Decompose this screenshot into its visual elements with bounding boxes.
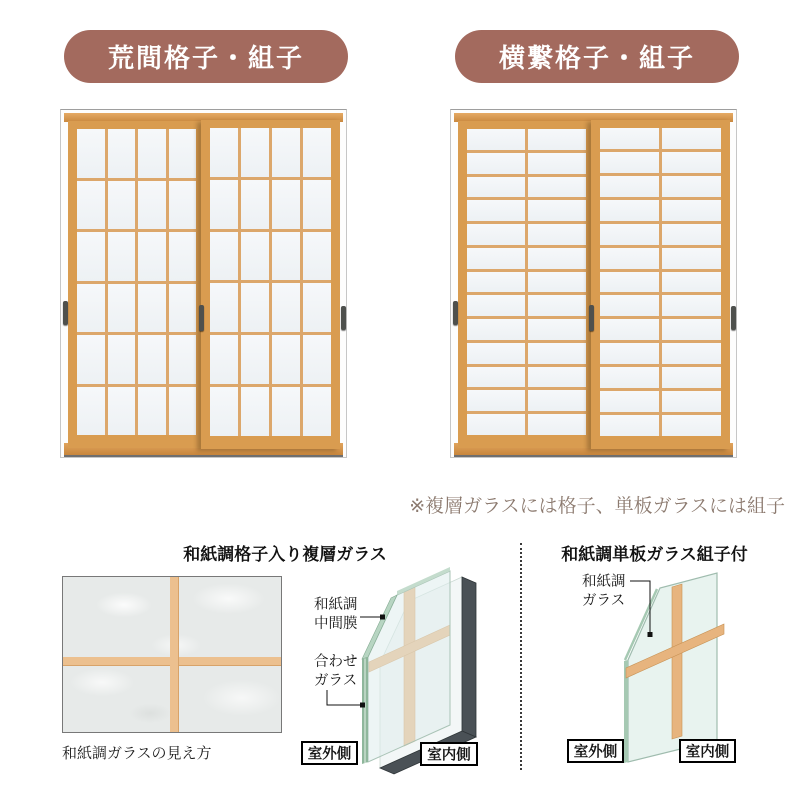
shoji-unit-araima [60,109,347,458]
shoji-paper-cell [600,272,659,293]
shoji-paper-cell [600,224,659,245]
shoji-paper-cell [528,390,586,411]
shoji-paper-cell [528,129,586,150]
shoji-paper-cell [241,335,269,384]
shoji-paper-cell [272,232,300,281]
shoji-paper-cell [169,232,197,281]
shoji-paper-cell [138,284,166,333]
shoji-paper-cell [108,181,136,230]
shoji-lattice-panel [467,129,586,435]
shoji-paper-cell [467,200,525,221]
shoji-paper-cell [303,283,331,332]
shoji-paper-cell [467,319,525,340]
shoji-paper-cell [77,387,105,436]
pointer-line [327,690,360,705]
shoji-paper-cell [241,128,269,177]
shoji-paper-cell [662,248,721,269]
shoji-paper-cell [169,335,197,384]
shoji-paper-cell [467,295,525,316]
shoji-paper-cell [662,152,721,173]
outdoor-side-label: 室外側 [573,744,618,761]
shoji-paper-cell [210,180,238,229]
sliding-door-left [458,121,595,448]
shoji-paper-cell [108,284,136,333]
shoji-paper-cell [662,176,721,197]
shoji-paper-cell [600,391,659,412]
shoji-paper-cell [138,129,166,178]
heading-single-glazing: 和紙調単板ガラス組子付 [561,545,748,564]
shoji-paper-cell [241,180,269,229]
shoji-paper-cell [600,415,659,436]
door-handle [341,306,346,330]
diagram-double-glazing [300,565,520,775]
washi-sample-caption: 和紙調ガラスの見え方 [62,745,212,762]
shoji-paper-cell [467,390,525,411]
door-handle [453,301,458,325]
shoji-paper-cell [600,295,659,316]
shoji-paper-cell [77,284,105,333]
door-handle [199,305,204,331]
shoji-paper-cell [108,232,136,281]
indoor-side-label: 室内側 [685,744,730,761]
shoji-paper-cell [108,129,136,178]
shoji-paper-cell [600,128,659,149]
shoji-paper-cell [303,128,331,177]
shoji-paper-cell [528,153,586,174]
glass-type-note: ※複層ガラスには格子、単板ガラスには組子 [409,496,785,517]
shoji-paper-cell [662,200,721,221]
shoji-paper-cell [210,128,238,177]
shoji-paper-cell [210,283,238,332]
shoji-paper-cell [600,367,659,388]
shoji-paper-cell [528,295,586,316]
shoji-lattice-panel [600,128,721,436]
shoji-paper-cell [272,128,300,177]
shoji-paper-cell [662,128,721,149]
shoji-paper-cell [303,335,331,384]
label-laminated-line1: 合わせ [314,654,358,670]
shoji-paper-cell [528,177,586,198]
shoji-paper-cell [241,232,269,281]
pointer-dot [380,615,385,620]
shoji-paper-cell [210,232,238,281]
sliding-door-right [201,120,340,449]
shoji-paper-cell [467,177,525,198]
label-laminated-line2: ガラス [314,673,358,689]
shoji-paper-cell [600,200,659,221]
pointer-dot [648,632,653,637]
badge-araima-koshi: 荒間格子・組子 [64,30,348,83]
shoji-paper-cell [169,129,197,178]
shoji-paper-cell [662,224,721,245]
shoji-paper-cell [138,232,166,281]
heading-double-glazing: 和紙調格子入り複層ガラス [183,545,387,564]
shoji-paper-cell [241,283,269,332]
door-handle [731,306,736,330]
shoji-paper-cell [662,415,721,436]
shoji-paper-cell [662,319,721,340]
shoji-paper-cell [467,272,525,293]
diagram-single-glazing [530,565,780,780]
lattice-bar-vertical [170,577,178,732]
label-washi-glass-line2: ガラス [582,593,626,609]
shoji-paper-cell [108,387,136,436]
shoji-paper-cell [528,200,586,221]
shoji-paper-cell [467,248,525,269]
shoji-paper-cell [467,343,525,364]
shoji-paper-cell [528,414,586,435]
door-handle [63,301,68,325]
outdoor-side-label: 室外側 [307,746,352,763]
shoji-paper-cell [662,391,721,412]
shoji-paper-cell [662,343,721,364]
shoji-paper-cell [467,129,525,150]
shoji-paper-cell [169,181,197,230]
shoji-paper-cell [77,181,105,230]
shoji-paper-cell [77,232,105,281]
indoor-frame-right [462,577,476,737]
shoji-paper-cell [600,248,659,269]
sliding-door-right [591,120,730,449]
shoji-paper-cell [138,335,166,384]
shoji-paper-cell [600,176,659,197]
shoji-paper-cell [303,180,331,229]
shoji-paper-cell [662,367,721,388]
shoji-paper-cell [467,367,525,388]
shoji-paper-cell [528,367,586,388]
shoji-paper-cell [77,335,105,384]
pointer-dot [360,703,365,708]
shoji-paper-cell [138,387,166,436]
door-handle [589,305,594,331]
shoji-paper-cell [600,319,659,340]
shoji-paper-cell [528,343,586,364]
shoji-paper-cell [662,272,721,293]
shoji-paper-cell [169,284,197,333]
section-divider [520,543,522,770]
shoji-paper-cell [272,180,300,229]
shoji-paper-cell [528,224,586,245]
indoor-side-label: 室内側 [427,747,471,764]
shoji-paper-cell [600,152,659,173]
washi-glass-sample-image [62,576,282,733]
sliding-door-left [68,121,205,448]
shoji-paper-cell [303,232,331,281]
shoji-lattice-panel [210,128,331,436]
shoji-paper-cell [467,153,525,174]
shoji-paper-cell [241,387,269,436]
badge-yokotsunagi-koshi: 横繋格子・組子 [455,30,739,83]
label-interlayer-line1: 和紙調 [314,597,358,613]
shoji-paper-cell [210,335,238,384]
shoji-paper-cell [528,319,586,340]
label-washi-glass-line1: 和紙調 [582,574,626,590]
shoji-paper-cell [528,248,586,269]
shoji-paper-cell [138,181,166,230]
kumiko-bar-vertical [672,584,682,739]
shoji-paper-cell [272,387,300,436]
shoji-paper-cell [210,387,238,436]
label-interlayer-line2: 中間膜 [314,616,358,632]
shoji-paper-cell [662,295,721,316]
shoji-paper-cell [467,224,525,245]
shoji-paper-cell [600,343,659,364]
shoji-paper-cell [272,283,300,332]
shoji-paper-cell [169,387,197,436]
shoji-lattice-panel [77,129,196,435]
shoji-paper-cell [467,414,525,435]
shoji-paper-cell [108,335,136,384]
shoji-unit-yokotsunagi [450,109,737,458]
shoji-paper-cell [303,387,331,436]
shoji-paper-cell [272,335,300,384]
shoji-paper-cell [528,272,586,293]
shoji-paper-cell [77,129,105,178]
